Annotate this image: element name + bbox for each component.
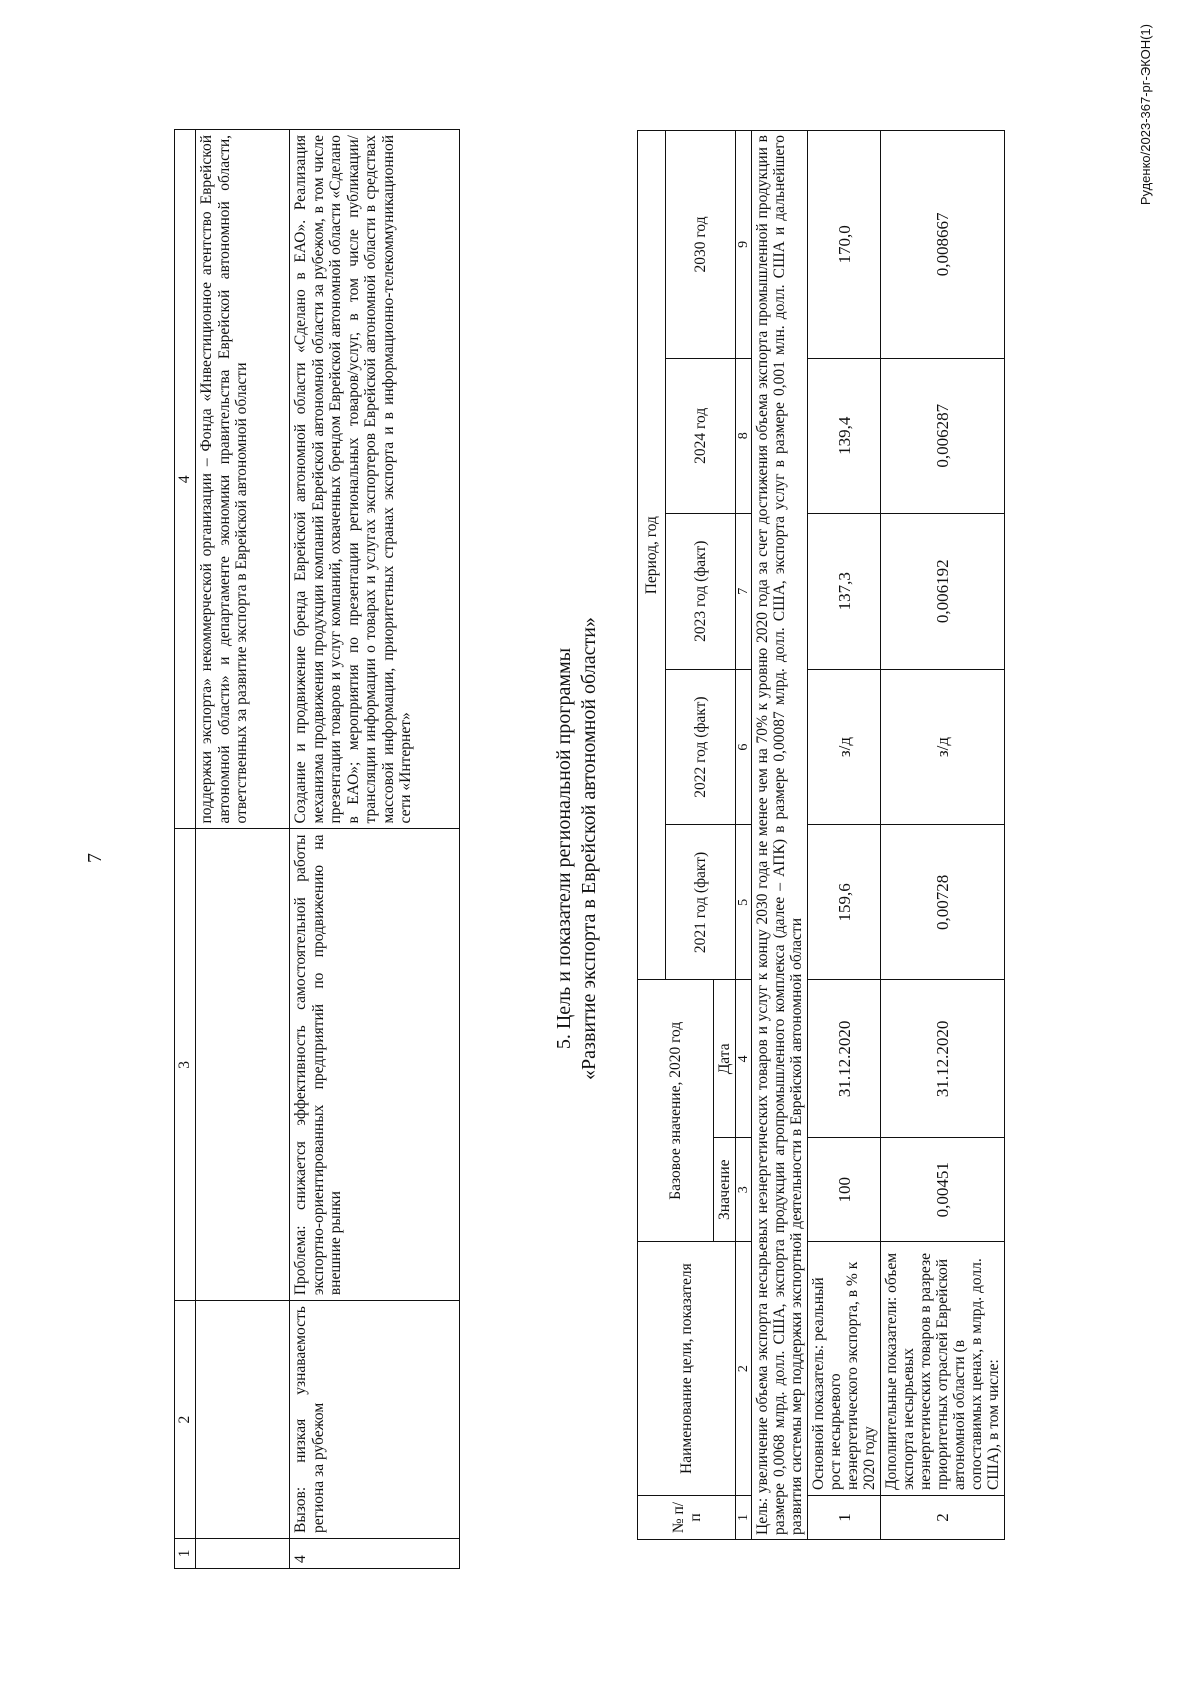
goal-row	[752, 131, 808, 1540]
section-title	[552, 0, 602, 1697]
year-value: 0,00728	[881, 825, 1005, 980]
column-number: 3	[736, 1138, 752, 1242]
base-value: 100	[808, 1138, 881, 1242]
year-value: 170,0	[808, 131, 881, 359]
year-value: 159,6	[808, 825, 881, 980]
column-number: 5	[736, 825, 752, 980]
year-value: 0,008667	[881, 131, 1005, 359]
column-number: 4	[175, 130, 196, 830]
row-number: 2	[881, 1496, 1005, 1540]
header-year: 2030 год	[666, 131, 736, 359]
base-date: 31.12.2020	[881, 980, 1005, 1138]
column-number: 3	[175, 829, 196, 1301]
year-value: 0,006287	[881, 358, 1005, 513]
continuation-table	[174, 129, 460, 1569]
column-number: 8	[736, 358, 752, 513]
indicator-name: Дополнительные показатели: объем экспорта несырьевых неэнергетических товаров в разрезе приоритетных отраслей Еврейской автономной области (в сопоставимых ценах, в млрд. долл. США), в том числе:	[881, 1242, 1005, 1496]
year-value: 139,4	[808, 358, 881, 513]
table-row	[196, 130, 290, 1569]
header-num: № п/п	[638, 1496, 736, 1540]
header-base-date: Дата	[714, 980, 736, 1138]
footer-document-code: Руденко/2023-367-рг-ЭКОН(1)	[1138, 24, 1153, 206]
row-number: 4	[290, 1539, 460, 1569]
header-base: Базовое значение, 2020 год	[638, 980, 714, 1242]
challenge-cell: Вызов: низкая узнаваемость региона за рубежом	[290, 1301, 460, 1539]
table-row	[290, 130, 460, 1569]
row-number	[196, 1539, 290, 1569]
year-value: 137,3	[808, 513, 881, 669]
goal-text: Цель: увеличение объема экспорта несырьевых неэнергетических товаров и услуг к концу 2030 года не менее чем на 70% к уровню 2020 года за счет достижения объема экспорта промышленной продукции в размере 0,0068 млрд. долл. США, экспорта продукции агропромышленного комплекса (далее – АПК) в размере 0,00087 млрд. долл. США, экспорта услуг в размере 0,001 млн. долл. США и дальнейшего развития системы мер поддержки экспортной деятельности в Еврейской автономной области	[752, 131, 808, 1540]
year-value: з/д	[881, 669, 1005, 825]
table-row	[881, 131, 1005, 1540]
base-date: 31.12.2020	[808, 980, 881, 1138]
row-number: 1	[808, 1496, 881, 1540]
header-year: 2022 год (факт)	[666, 669, 736, 825]
header-year: 2023 год (факт)	[666, 513, 736, 669]
table-row	[808, 131, 881, 1540]
column-number: 4	[736, 980, 752, 1138]
indicator-name: Основной показатель: реальный рост несырьевого неэнергетического экспорта, в % к 2020 году	[808, 1242, 881, 1496]
column-number: 1	[736, 1496, 752, 1540]
base-value: 0,00451	[881, 1138, 1005, 1242]
problem-cell	[196, 829, 290, 1301]
section-title-line: 5. Цель и показатели региональной программы	[553, 647, 575, 1050]
solution-cell: Создание и продвижение бренда Еврейской автономной области «Сделано в ЕАО». Реализация механизма продвижения продукции компаний Еврейской автономной области за рубежом, в том числе презентации товаров и услуг компаний, охваченных брендом Еврейской автономной области «Сделано в ЕАО»; мероприятия по презентации региональных товаров/услуг, в том числе публикации/трансляции информации о товарах и услугах экспортеров Еврейской автономной области в средствах массовой информации, приоритетных странах экспорта и в информационно-телекоммуникационной сети «Интернет»	[290, 130, 460, 830]
column-number-row	[736, 131, 752, 1540]
header-year: 2024 год	[666, 358, 736, 513]
page-number: 7	[84, 853, 106, 863]
section-title-line: «Развитие экспорта в Еврейской автономной области»	[578, 617, 600, 1080]
year-value: 0,006192	[881, 513, 1005, 669]
column-number: 6	[736, 669, 752, 825]
challenge-cell	[196, 1301, 290, 1539]
problem-cell: Проблема: снижается эффективность самостоятельной работы экспортно-ориентированных предприятий по продвижению на внешние рынки	[290, 829, 460, 1301]
year-value: з/д	[808, 669, 881, 825]
header-year: 2021 год (факт)	[666, 825, 736, 980]
header-row	[638, 131, 666, 1540]
column-number: 7	[736, 513, 752, 669]
header-period: Период, год	[638, 131, 666, 980]
header-name: Наименование цели, показателя	[638, 1242, 736, 1496]
column-number: 2	[736, 1242, 752, 1496]
indicators-table	[637, 130, 1005, 1540]
header-base-value: Значение	[714, 1138, 736, 1242]
column-number: 2	[175, 1301, 196, 1539]
column-number-row	[175, 130, 196, 1569]
column-number: 9	[736, 131, 752, 359]
column-number: 1	[175, 1539, 196, 1569]
solution-cell: поддержки экспорта» некоммерческой организации – Фонда «Инвестиционное агентство Еврейской автономной области» и департаменте экономики правительства Еврейской автономной области, ответственных за развитие экспорта в Еврейской автономной области	[196, 130, 290, 830]
